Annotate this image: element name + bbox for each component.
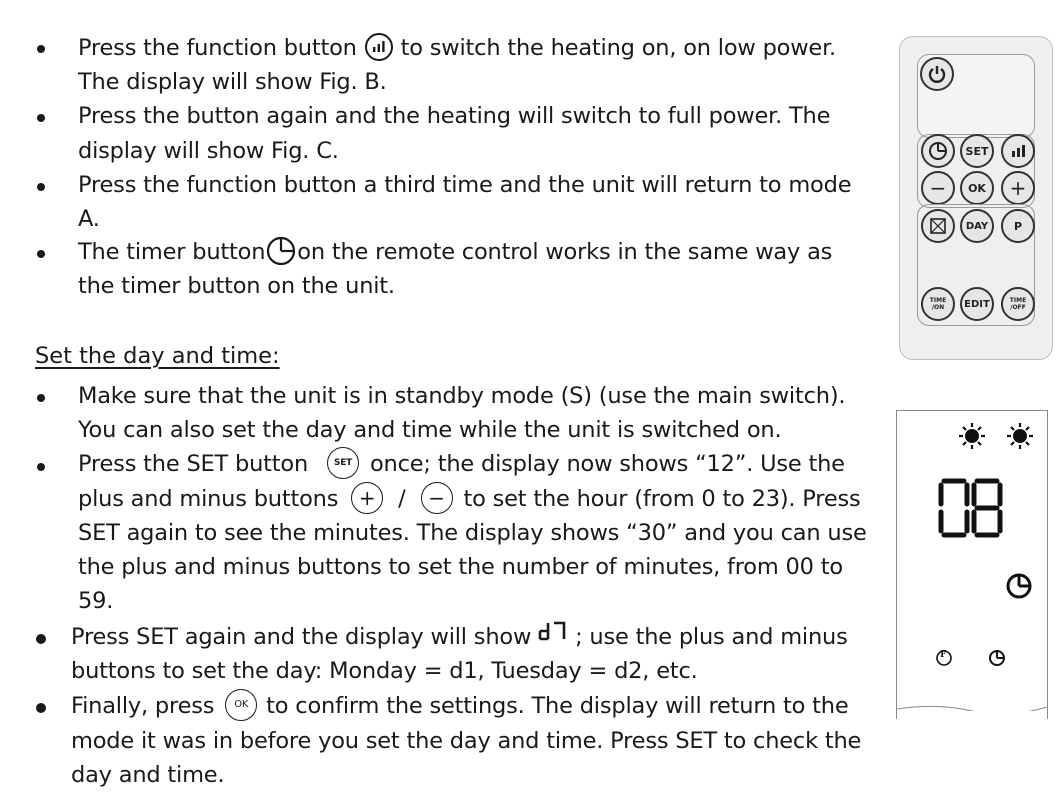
instruction-line: The timer button on the remote control works in the same way as [78,235,832,269]
instruction-line: plus and minus buttons + / − to set the hour (from 0 to 23). Press [78,482,861,516]
instruction-line: Make sure that the unit is in standby mode (S) (use the main switch). [78,383,846,409]
remote-day-button: DAY [960,209,994,243]
remote-p-button: P [1001,209,1035,243]
instruction-line: the timer button on the unit. [78,273,395,299]
instruction-line: display will show Fig. C. [78,138,339,164]
power-level-icon [364,32,394,62]
bullet [37,394,45,402]
instruction-line: Press the function button a third time and the unit will return to mode [78,172,852,198]
remote-time-on-button: TIME /ON [921,287,955,321]
instruction-line: Press the SET button SET once; the display now shows “12”. Use the [78,447,845,481]
instruction-line: Press the function button to switch the heating on, on low power. [78,31,836,65]
fahrenheit-label: F [940,650,947,660]
sun-icon [959,423,985,449]
bullet [37,463,45,471]
instruction-line: buttons to set the day: Monday = d1, Tuesday = d2, etc. [71,658,698,684]
ok-button-icon: OK [225,689,257,721]
bullet [37,45,45,53]
bullet [37,250,45,258]
bullet [36,703,46,713]
sun-icon [1007,423,1033,449]
instruction-line: the plus and minus buttons to set the number of minutes, from 00 to [78,554,843,580]
instruction-line: mode it was in before you set the day and time. Press SET to check the [71,728,862,754]
remote-set-button: SET [960,134,994,168]
timer-icon [265,235,297,267]
bullet [37,114,45,122]
remote-edit-button: EDIT [960,287,994,321]
bullet [37,183,45,191]
section-heading: Set the day and time: [35,343,280,369]
remote-control-image [899,36,1053,360]
power-level-icon [1001,134,1035,168]
timer-icon [990,651,1004,665]
instruction-line: SET again to see the minutes. The display shows “30” and you can use [78,520,867,546]
minus-button-icon: − [421,482,453,514]
display-panel-image [896,410,1048,719]
remote-time-off-button: TIME /OFF [1001,287,1035,321]
window-icon [921,209,955,243]
timer-icon [1008,575,1030,597]
segment-d7-icon [538,618,568,652]
instruction-line: Press SET again and the display will show ; use the plus and minus [71,620,848,655]
plus-button-icon: + [351,482,383,514]
power-icon [920,57,954,91]
set-button-icon: SET [327,447,359,479]
instruction-line: Finally, press OK to confirm the settings. The display will return to the [71,689,848,723]
remote-ok-button: OK [960,171,994,205]
timer-icon [921,134,955,168]
instruction-line: day and time. [71,762,225,788]
instruction-line: 59. [78,588,114,614]
instruction-line: Press the button again and the heating will switch to full power. The [78,103,831,129]
instruction-line: A. [78,206,100,232]
instruction-line: The display will show Fig. B. [78,69,387,95]
remote-plus-button: + [1001,171,1035,205]
bullet [36,634,46,644]
segment-digits [941,481,1000,535]
instruction-line: You can also set the day and time while the unit is switched on. [78,417,782,443]
remote-minus-button: − [921,171,955,205]
